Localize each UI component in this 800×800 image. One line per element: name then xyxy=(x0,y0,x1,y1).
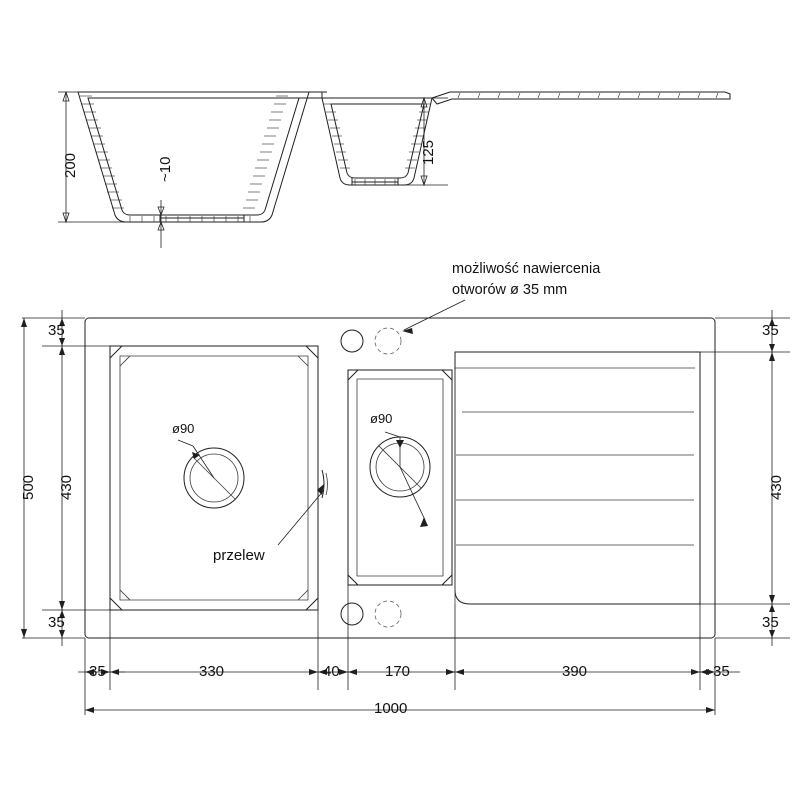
drain-label-main: ø90 xyxy=(172,421,195,436)
dim-label-bottom-390: 390 xyxy=(562,663,588,680)
dim-thickness-10 xyxy=(158,200,164,248)
drilling-note-line1: możliwość nawiercenia xyxy=(452,261,601,277)
drainer-grooves xyxy=(455,370,694,604)
optional-hole-top xyxy=(375,328,401,354)
dim-label-bottom-170: 170 xyxy=(385,663,411,680)
plan-view-group xyxy=(21,300,790,715)
dim-label-bottom-40: 40 xyxy=(323,663,340,680)
dim-label-thickness-10: ~10 xyxy=(157,156,174,182)
overflow-label: przelew xyxy=(213,547,265,564)
dim-label-depth-200: 200 xyxy=(62,152,79,178)
dim-label-left-430: 430 xyxy=(58,474,75,500)
drilling-note-line2: otworów ø 35 mm xyxy=(452,282,568,298)
optional-hole-bottom xyxy=(375,601,401,627)
dim-label-left-35-bottom: 35 xyxy=(48,614,65,631)
dim-label-right-35-top: 35 xyxy=(762,322,779,339)
dim-label-overall-1000: 1000 xyxy=(374,700,408,717)
dim-label-bottom-35-right: 35 xyxy=(713,663,730,680)
dim-label-overall-500: 500 xyxy=(20,474,37,500)
dim-label-depth-125: 125 xyxy=(420,139,437,165)
dim-label-left-35-top: 35 xyxy=(48,322,65,339)
dim-label-right-430: 430 xyxy=(768,474,785,500)
dim-label-bottom-330: 330 xyxy=(199,663,225,680)
drain-label-small: ø90 xyxy=(370,411,393,426)
dim-label-right-35-bottom: 35 xyxy=(762,614,779,631)
dim-label-bottom-35-left: 35 xyxy=(89,663,106,680)
